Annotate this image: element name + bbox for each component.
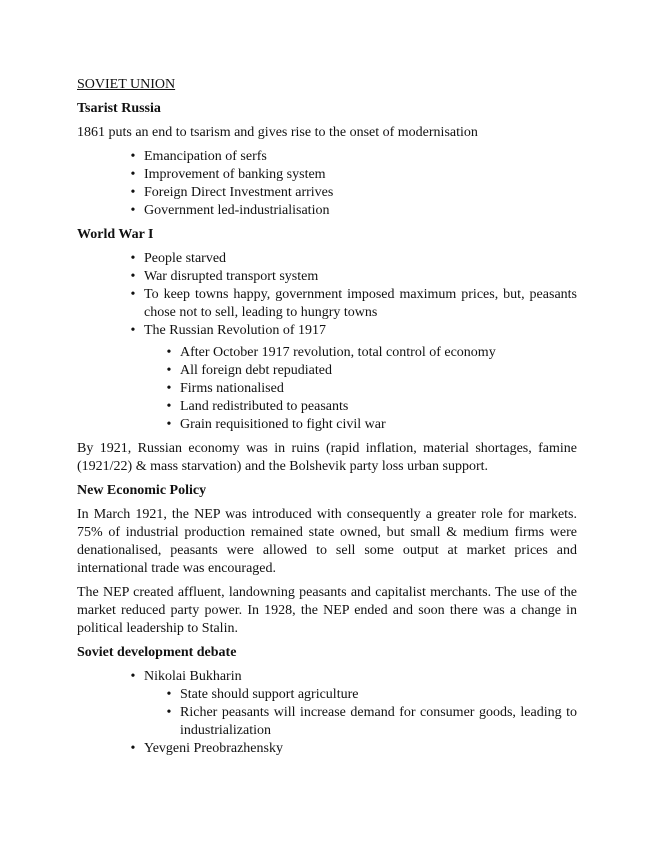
heading-soviet-development-debate: Soviet development debate [77, 645, 237, 660]
list-item: • Government led-industrialisation [144, 202, 577, 220]
heading-tsarist-russia: Tsarist Russia [77, 101, 161, 116]
bullet-icon: • [166, 381, 172, 396]
bullet-icon: • [130, 323, 136, 338]
list-item: • To keep towns happy, government imposed maximum prices, but, peasants chose not to sell, leading to hungry towns [144, 286, 577, 322]
list-item: • All foreign debt repudiated [180, 362, 577, 380]
list-item: • War disrupted transport system [144, 268, 577, 286]
heading-new-economic-policy: New Economic Policy [77, 483, 207, 498]
bullet-icon: • [130, 287, 136, 302]
bullet-icon: • [166, 687, 172, 702]
ww1-sub-bullet-list [144, 344, 577, 434]
list-item: • Richer peasants will increase demand for consumer goods, leading to industrialization [180, 704, 577, 740]
bullet-icon: • [166, 705, 172, 720]
tsarist-intro: 1861 puts an end to tsarism and gives rise to the onset of modernisation [77, 125, 478, 140]
list-item: • Improvement of banking system [144, 166, 577, 184]
bullet-icon: • [166, 417, 172, 432]
ww1-sub-list-wrapper [77, 344, 577, 434]
bullet-icon: • [130, 203, 136, 218]
bullet-icon: • [166, 363, 172, 378]
tsarist-bullet-list [77, 148, 577, 220]
list-item: • The Russian Revolution of 1917 [144, 322, 577, 340]
document-title: SOVIET UNION [77, 77, 176, 92]
list-item: • Firms nationalised [180, 380, 577, 398]
bullet-icon: • [130, 251, 136, 266]
ww1-bullet-list [77, 250, 577, 340]
list-item: • Nikolai Bukharin • State should support agriculture • Richer peasants will increase demand for consumer goods, leading to industrialization [144, 668, 577, 740]
list-item: • Grain requisitioned to fight civil war [180, 416, 577, 434]
list-item: • Yevgeni Preobrazhensky [144, 740, 577, 758]
debate-bullet-list [77, 668, 577, 758]
list-item: • Emancipation of serfs [144, 148, 577, 166]
bullet-icon: • [130, 669, 136, 684]
list-item: • Foreign Direct Investment arrives [144, 184, 577, 202]
nep-paragraph-2: The NEP created affluent, landowning peasants and capitalist merchants. The use of the market reduced party power. In 1928, the NEP ended and soon there was a change in political leadership to Stalin. [77, 585, 577, 636]
sub-list-container [144, 344, 577, 434]
bullet-icon: • [130, 167, 136, 182]
bullet-icon: • [166, 399, 172, 414]
document-page [77, 76, 577, 764]
list-item: • State should support agriculture [180, 686, 577, 704]
bullet-icon: • [130, 741, 136, 756]
bukharin-sub-list [144, 686, 577, 740]
list-item: • After October 1917 revolution, total control of economy [180, 344, 577, 362]
bullet-icon: • [130, 185, 136, 200]
bullet-icon: • [130, 269, 136, 284]
list-item: • People starved [144, 250, 577, 268]
bullet-icon: • [130, 149, 136, 164]
nep-paragraph-1: In March 1921, the NEP was introduced with consequently a greater role for markets. 75% of industrial production remained state owned, but small & medium firms were denationalised, peasants were allowed to sell some output at market prices and international trade was encouraged. [77, 507, 577, 576]
list-item: • Land redistributed to peasants [180, 398, 577, 416]
bullet-icon: • [166, 345, 172, 360]
heading-world-war-i: World War I [77, 227, 154, 242]
ww1-summary: By 1921, Russian economy was in ruins (rapid inflation, material shortages, famine (1921/22) & mass starvation) and the Bolshevik party loss urban support. [77, 441, 577, 474]
